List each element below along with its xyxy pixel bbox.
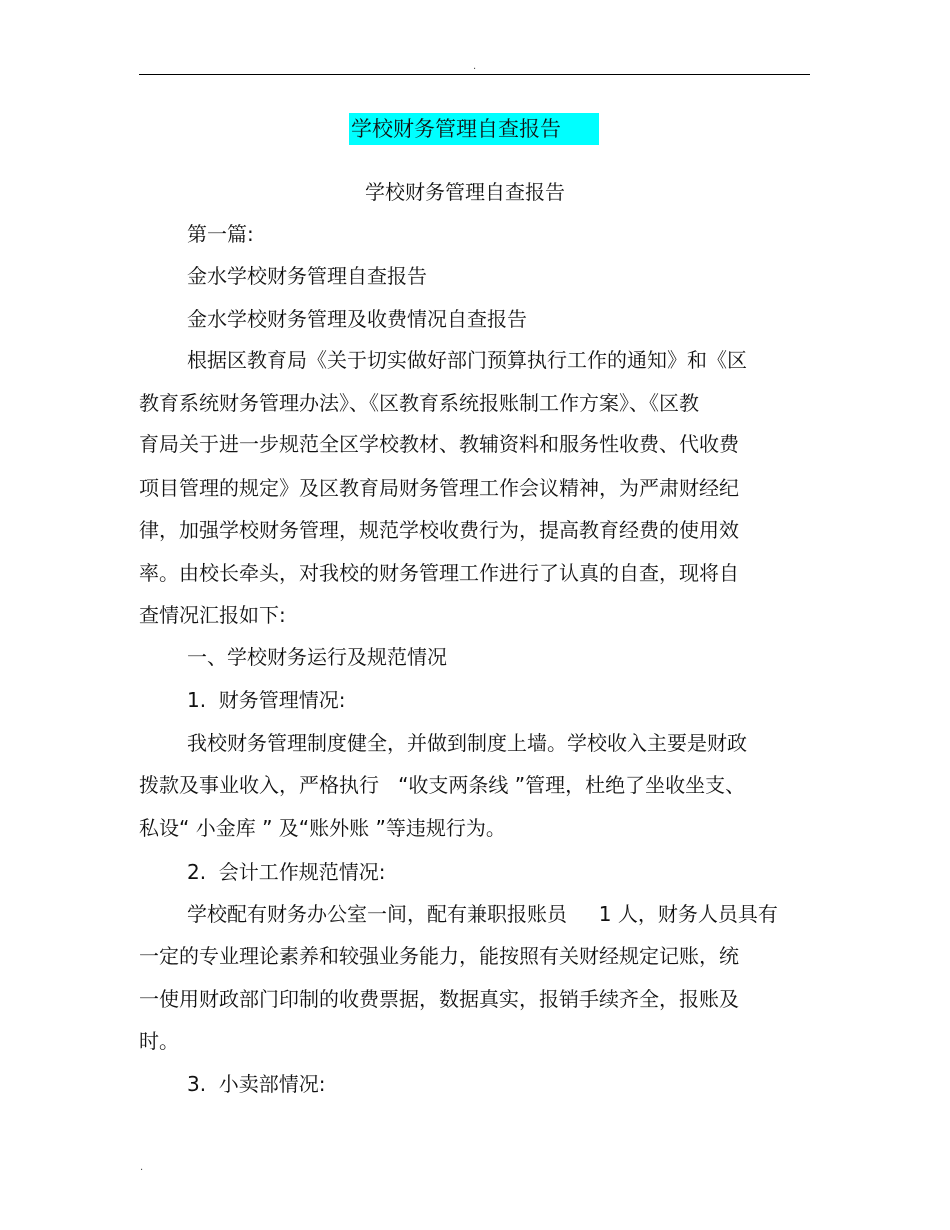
footer-mark: .	[140, 1162, 144, 1173]
paragraph-line: 一定的专业理论素养和较强业务能力，能按照有关财经规定记账，统	[139, 944, 739, 968]
paragraph-line: 时。	[139, 1029, 179, 1053]
subsection-heading: 3. 小卖部情况:	[187, 1072, 326, 1096]
subsection-heading: 1. 财务管理情况:	[187, 688, 346, 712]
subsection-heading: 2. 会计工作规范情况:	[187, 860, 386, 884]
paragraph-line: 根据区教育局《关于切实做好部门预算执行工作的通知》和《区	[187, 348, 747, 372]
paragraph-line: 育局关于进一步规范全区学校教材、教辅资料和服务性收费、代收费	[139, 432, 739, 456]
paragraph-line: 学校配有财务办公室一间，配有兼职报账员 1 人，财务人员具有	[187, 902, 778, 926]
paragraph-line: 一使用财政部门印制的收费票据，数据真实，报销手续齐全，报账及	[139, 987, 739, 1011]
paragraph-line: 教育系统财务管理办法》、《区教育系统报账制工作方案》、《区教	[139, 391, 699, 415]
paragraph-line: 拨款及事业收入，严格执行 “收支两条线 ”管理，杜绝了坐收坐支、	[139, 773, 746, 797]
paragraph-line: 律，加强学校财务管理，规范学校收费行为，提高教育经费的使用效	[139, 518, 739, 542]
paragraph-line: 查情况汇报如下:	[139, 603, 286, 627]
header-rule	[139, 74, 810, 75]
paragraph-line: 率。由校长牵头，对我校的财务管理工作进行了认真的自查，现将自	[139, 561, 739, 585]
paragraph-line: 金水学校财务管理自查报告	[187, 264, 427, 288]
paragraph-line: 第一篇:	[187, 222, 254, 246]
paragraph-line: 私设“ 小金库 ” 及“账外账 ”等违规行为。	[139, 816, 506, 840]
paragraph-line: 项目管理的规定》及区教育局财务管理工作会议精神，为严肃财经纪	[139, 476, 739, 500]
header-mark: .	[473, 61, 477, 72]
paragraph-line: 我校财务管理制度健全，并做到制度上墙。学校收入主要是财政	[187, 731, 747, 755]
document-title: 学校财务管理自查报告	[349, 113, 599, 145]
paragraph-line: 金水学校财务管理及收费情况自查报告	[187, 307, 527, 331]
document-subtitle: 学校财务管理自查报告	[365, 180, 565, 204]
section-heading: 一、学校财务运行及规范情况	[187, 645, 447, 669]
